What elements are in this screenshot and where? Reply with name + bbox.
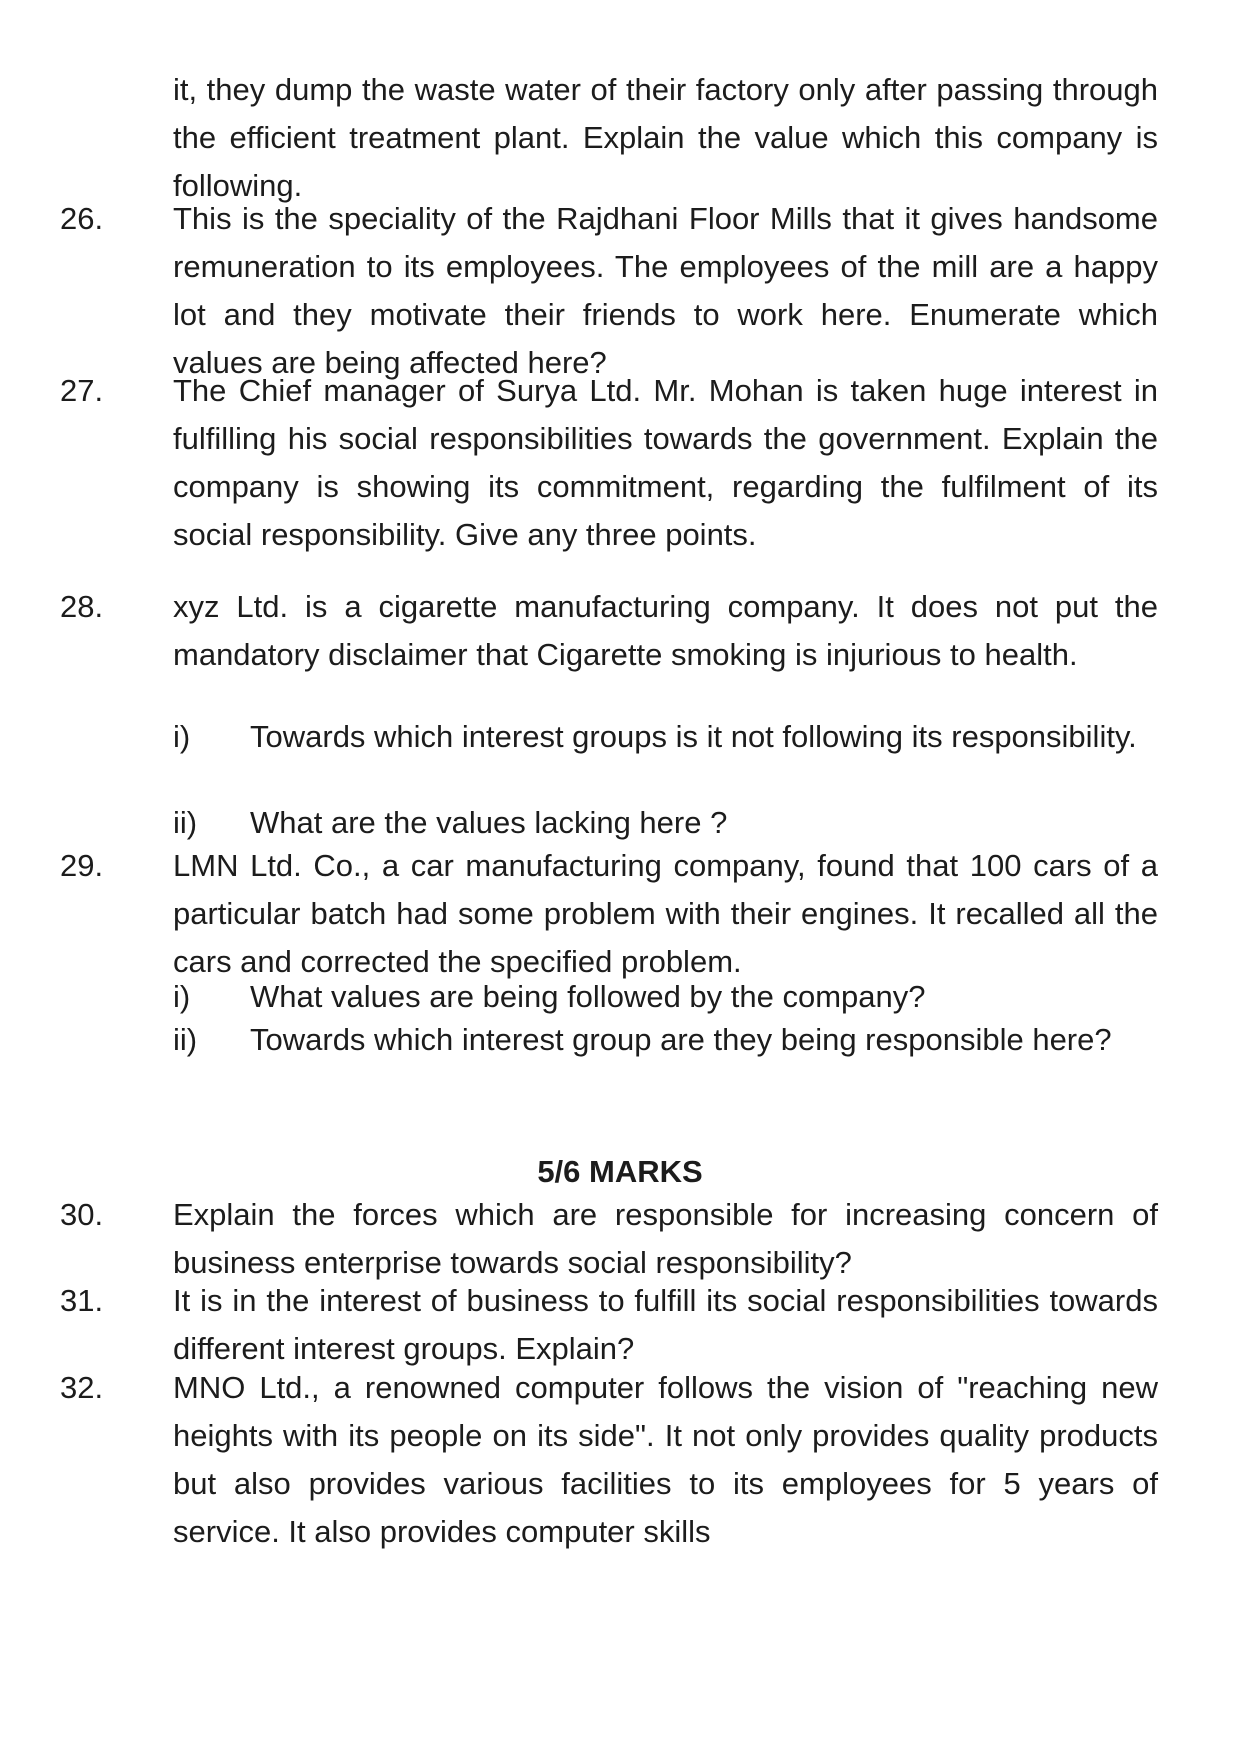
- question-number-26: 26.: [60, 201, 104, 236]
- subpart-label-29-i: i): [173, 979, 191, 1014]
- question-number-28: 28.: [60, 589, 104, 624]
- question-text-29: LMN Ltd. Co., a car manufacturing company, found that 100 cars of a particular batch had some problem with their engines. It recalled all the cars and corrected the specified problem.: [173, 848, 1158, 979]
- subpart-label-28-ii: ii): [173, 805, 198, 840]
- question-number-31: 31.: [60, 1283, 104, 1318]
- question-text-32: MNO Ltd., a renowned computer follows the vision of "reaching new heights with its people on its side". It not only provides quality products but also provides various facilities to its employees for 5 years of service. It also provides computer skills: [173, 1370, 1158, 1549]
- subpart-label-28-i: i): [173, 719, 191, 754]
- intro-paragraph: it, they dump the waste water of their factory only after passing through the efficient treatment plant. Explain the value which this company is following.: [173, 72, 1158, 203]
- question-text-28: xyz Ltd. is a cigarette manufacturing company. It does not put the mandatory disclaimer that Cigarette smoking is injurious to health.: [173, 589, 1158, 672]
- question-number-32: 32.: [60, 1370, 104, 1405]
- subpart-text-29-i: What values are being followed by the company?: [250, 979, 926, 1014]
- question-text-26: This is the speciality of the Rajdhani Floor Mills that it gives handsome remuneration to its employees. The employees of the mill are a happy lot and they motivate their friends to work here. Enumerate which values are being affected here?: [173, 201, 1158, 380]
- subpart-text-29-ii: Towards which interest group are they being responsible here?: [250, 1022, 1112, 1057]
- question-number-29: 29.: [60, 848, 104, 883]
- subpart-text-28-i: Towards which interest groups is it not following its responsibility.: [250, 719, 1137, 754]
- question-number-30: 30.: [60, 1197, 104, 1232]
- question-text-30: Explain the forces which are responsible for increasing concern of business enterprise towards social responsibility?: [173, 1197, 1158, 1280]
- subpart-text-28-ii: What are the values lacking here ?: [250, 805, 728, 840]
- question-text-27: The Chief manager of Surya Ltd. Mr. Mohan is taken huge interest in fulfilling his social responsibilities towards the government. Explain the company is showing its commitment, regarding the fulfilment of its social responsibility. Give any three points.: [173, 373, 1158, 552]
- question-text-31: It is in the interest of business to fulfill its social responsibilities towards different interest groups. Explain?: [173, 1283, 1158, 1366]
- question-number-27: 27.: [60, 373, 104, 408]
- section-heading: 5/6 MARKS: [537, 1154, 703, 1189]
- subpart-label-29-ii: ii): [173, 1022, 198, 1057]
